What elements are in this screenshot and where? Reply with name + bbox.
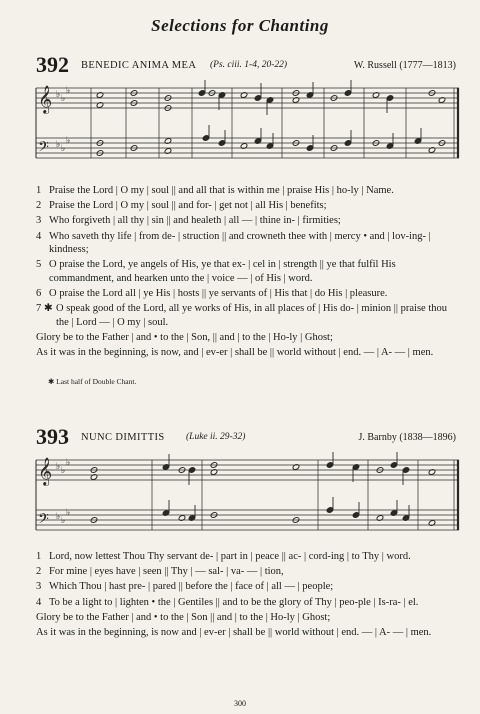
verse xyxy=(36,565,460,579)
hymn-392-verses xyxy=(36,184,460,361)
verse xyxy=(36,258,460,285)
hymn-393-verses xyxy=(36,550,460,641)
verse-number: 1 xyxy=(36,551,42,562)
verse-number: 4 xyxy=(36,230,42,242)
music-score-392 xyxy=(34,80,462,172)
gloria-line-1: Glory be to the Father | and • to the | Son, || and | to the | Ho-ly | Ghost; xyxy=(36,332,333,344)
svg-text:𝄢: 𝄢 xyxy=(38,511,49,531)
verse-text: Lord, now lettest Thou Thy servant de- | part in | peace || ac- | cord-ing | to Thy | word. xyxy=(49,551,411,562)
verse xyxy=(36,580,460,594)
svg-text:♭: ♭ xyxy=(61,94,66,104)
verse-text: Which Thou | hast pre- | pared || before the | face of | all — | people; xyxy=(49,581,334,593)
verse-text: Praise the Lord | O my | soul || and all that is within me | praise His | ho-ly | Name. xyxy=(49,185,394,196)
hymn-number: 392 xyxy=(36,52,69,77)
svg-text:♭: ♭ xyxy=(56,512,61,522)
svg-text:♭: ♭ xyxy=(56,140,61,150)
verse xyxy=(36,287,460,301)
verse-text: To be a light to | lighten • the | Gentiles || and to be the glory of Thy | peo-ple | Is-ra- | el. xyxy=(49,596,419,608)
hymn-number: 393 xyxy=(36,424,69,449)
verse-number: 1 xyxy=(36,185,42,196)
svg-text:♭: ♭ xyxy=(56,90,61,100)
verse-text: O praise the Lord all | ye His | hosts || ye servants of | His that | do His | pleasure. xyxy=(49,288,388,300)
composer: J. Barnby (1838—1896) xyxy=(358,432,456,443)
scripture-reference: (Ps. ciii. 1-4, 20-22) xyxy=(210,60,288,70)
verse-number: 2 xyxy=(36,200,42,212)
verse xyxy=(36,550,460,564)
svg-text:♭: ♭ xyxy=(66,458,71,468)
verse-text: Who saveth thy life | from de- | struction || and crowneth thee with | mercy • and | lov-ing- | kindness; xyxy=(49,230,431,256)
svg-text:♭: ♭ xyxy=(56,462,61,472)
verse xyxy=(36,214,460,228)
hymn-title: BENEDIC ANIMA MEA xyxy=(81,60,197,71)
gloria-line-2: As it was in the beginning, is now and | ev-er | shall be || world without | end. — | A- — | men. xyxy=(36,626,432,638)
svg-text:♭: ♭ xyxy=(66,86,71,96)
verse xyxy=(36,596,460,610)
verse-text: Praise the Lord | O my | soul || and for- | get not | all His | benefits; xyxy=(49,200,327,212)
verse-text: Who forgiveth | all thy | sin || and healeth | all — | thine in- | firmities; xyxy=(49,215,341,227)
svg-text:♭: ♭ xyxy=(66,136,71,146)
svg-text:♭: ♭ xyxy=(66,508,71,518)
verse xyxy=(36,302,460,329)
hymn-392-heading xyxy=(36,52,456,78)
verse-text: O speak good of the Lord, all ye works of His, in all places of | His do- | minion || praise thou the | Lord — | O my | soul. xyxy=(56,303,448,328)
verse xyxy=(36,230,460,257)
verse-number: 3 xyxy=(36,215,42,227)
hymn-393-heading xyxy=(36,424,456,450)
page-number: 300 xyxy=(234,699,246,708)
verse-number: 2 xyxy=(36,566,42,578)
hymn-title: NUNC DIMITTIS xyxy=(81,432,165,443)
svg-text:𝄞: 𝄞 xyxy=(38,457,53,485)
svg-text:𝄢: 𝄢 xyxy=(38,139,49,159)
scripture-reference: (Luke ii. 29-32) xyxy=(186,432,246,442)
svg-text:♭: ♭ xyxy=(61,144,66,154)
verse-number: 3 xyxy=(36,581,42,593)
verse-text: O praise the Lord, ye angels of His, ye that ex- | cel in | strength || ye that fulfil His commandment, and hearken unto the | voice — | of His | word. xyxy=(49,259,396,284)
verse-number: 4 xyxy=(36,596,42,608)
gloria-line-1: Glory be to the Father | and • to the | Son || and | to the | Ho-ly | Ghost; xyxy=(36,611,331,623)
page-header: Selections for Chanting xyxy=(151,16,329,35)
svg-text:𝄞: 𝄞 xyxy=(38,85,53,113)
verse-number: 7 ✱ xyxy=(36,303,53,315)
svg-text:♭: ♭ xyxy=(61,466,66,476)
verse-number: 6 xyxy=(36,288,42,300)
music-score-393 xyxy=(34,452,462,544)
footnote: ✱ Last half of Double Chant. xyxy=(48,377,137,386)
gloria-line-2: As it was in the beginning, is now, and | ev-er | shall be || world without | end. — | A- — | men. xyxy=(36,347,434,359)
verse-text: For mine | eyes have | seen || Thy | — sal- | va- — | tion, xyxy=(49,566,284,578)
svg-text:♭: ♭ xyxy=(61,516,66,526)
verse xyxy=(36,199,460,213)
verse-number: 5 xyxy=(36,259,42,271)
verse xyxy=(36,184,460,198)
composer: W. Russell (1777—1813) xyxy=(353,60,456,71)
